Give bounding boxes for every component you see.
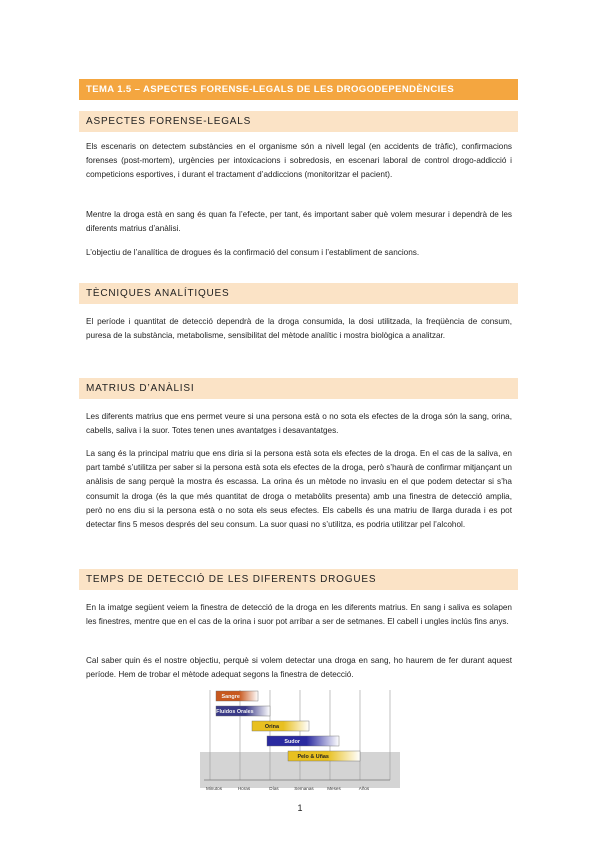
chart-tick-label: Días [269, 786, 279, 791]
paragraph: En la imatge següent veiem la finestra de detecció de la droga en les diferents matrius. En sang i saliva es solapen les finestres, mentre que en el cas de la orina i suor pot arribar a ser de setmanes. El cabell i ungles inclús fins anys. [86, 603, 512, 627]
chart-bar-label: Orina [264, 724, 279, 731]
chart-bar-label: Pelo & Uñas [297, 754, 329, 761]
section-heading-aspectes: ASPECTES FORENSE-LEGALS [79, 111, 518, 132]
paragraph: El període i quantitat de detecció dependrà de la droga consumida, la dosi utilitzada, la freqüència de consum, puresa de la substància, metabolisme, sensibilitat del mètode analític i mostra biològica a analitzar. [86, 317, 512, 341]
page-number: 1 [297, 803, 303, 813]
section-heading-tecniques: TÈCNIQUES ANALÍTIQUES [79, 283, 518, 304]
paragraph: Els escenaris on detectem substàncies en el organisme són a nivell legal (en accidents de tràfic), confirmacions forenses (post-mortem), urgències per intoxicacions i sobredosis, en escenari laboral de control drogo-addicció i competicions esportives, i durant el tractament d’addiccions (monitoritzar el pacient). [86, 142, 512, 180]
chart-tick-label: Meses [327, 786, 341, 791]
chart-bar-label: Sangre [221, 694, 240, 701]
paragraph: La sang és la principal matriu que ens diria si la persona està sota els efectes de la droga. En el cas de la saliva, en part també s’utilitza per saber si la persona està sota els efectes de la droga, però s’haurà de confirmar mitjançant un anàlisis de sang perquè la mostra és escassa. La orina és un mètode no invasiu en el que podem detectar si s’ha consumit la droga (és la que més quantitat de droga o metabòlits presenta) amb una finestra de detecció amplia, però no ens diu si la persona està o no sota els seus efectes. Els cabells és una matriu de llarga durada i es pot detectar fins 5 mesos després del seu consum. La suor quasi no s’utilitza, es podria utilitzar pel l’alcohol. [86, 449, 512, 530]
chart-tick-label: Horas [237, 786, 251, 791]
chart-bar [267, 736, 339, 746]
chapter-title: TEMA 1.5 – ASPECTES FORENSE-LEGALS DE LES DROGODEPENDÈNCIES [79, 79, 518, 100]
paragraph: L’objectiu de l’analítica de drogues és la confirmació del consum i l’establiment de sancions. [86, 248, 420, 257]
section-heading-matrius: MATRIUS D’ANÀLISI [79, 378, 518, 399]
chart-tick-label: Años [358, 786, 370, 791]
section-heading-temps: TEMPS DE DETECCIÓ DE LES DIFERENTS DROGUES [79, 569, 518, 590]
paragraph: Cal saber quin és el nostre objectiu, perquè si volem detectar una droga en sang, ho haurem de fer durant aquest període. Hem de trobar el mètode adequat segons la finestra de detecció. [86, 656, 512, 680]
paragraph: Les diferents matrius que ens permet veure si una persona està o no sota els efectes de la droga són la sang, orina, cabells, saliva i la suor. Totes tenen unes avantatges i desavantatges. [86, 412, 512, 436]
chart-tick-label: Minutos [205, 786, 223, 791]
chart-bar [252, 721, 309, 731]
chart-bar-label: Sudor [284, 739, 300, 746]
detection-window-chart [200, 688, 400, 798]
paragraph: Mentre la droga està en sang és quan fa l’efecte, per tant, és important saber què volem mesurar i dependrà de les diferents matrius d’anàlisi. [86, 210, 512, 234]
chart-tick-label: Semanas [294, 786, 314, 791]
chart-bar-label: Fluidos Orales [216, 709, 254, 716]
